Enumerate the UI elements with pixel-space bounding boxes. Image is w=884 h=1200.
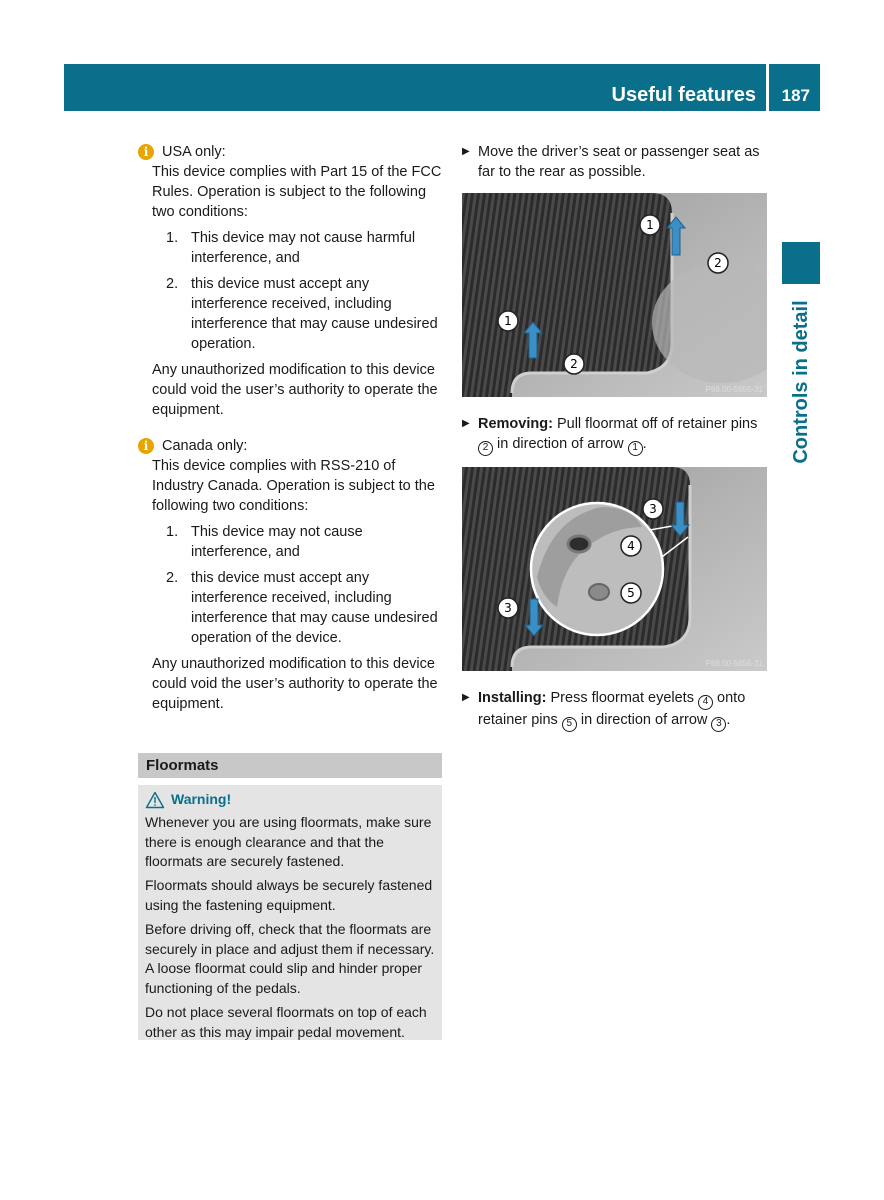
svg-text:2: 2	[570, 357, 578, 371]
callout-1	[498, 311, 518, 331]
svg-text:4: 4	[627, 539, 635, 553]
floormats-section-heading: Floormats	[138, 753, 442, 778]
list-item: 1. This device may not cause interference, and	[166, 524, 363, 560]
list-item: 2. this device must accept any interference received, including interference that may cause undesired operation of the device.	[166, 570, 438, 646]
callout-4	[621, 536, 641, 556]
canada-intro: This device complies with RSS-210 of Industry Canada. Operation is subject to the following two conditions:	[152, 458, 435, 514]
callout-ref-2: 2	[478, 441, 493, 456]
canada-heading-text: Canada only:	[162, 438, 248, 454]
page-number: 187	[781, 86, 810, 105]
list-item: 2. this device must accept any interference received, including interference that may cause undesired operation.	[166, 276, 438, 352]
step-move-seat: ▶ Move the driver’s seat or passenger seat as far to the rear as possible.	[462, 144, 760, 180]
step-arrow-icon: ▶	[462, 146, 470, 157]
side-section-text: Controls in detail	[790, 300, 812, 464]
svg-text:1: 1	[504, 314, 512, 328]
warning-paragraph: Floormats should always be securely fastened using the fastening equipment.	[145, 877, 433, 913]
right-column	[462, 142, 768, 182]
usa-heading-text: USA only:	[162, 144, 226, 160]
page-number-box	[769, 64, 820, 111]
svg-text:3: 3	[649, 502, 657, 516]
floormat-removal-illustration	[462, 193, 767, 397]
warning-paragraph: Do not place several floormats on top of each other as this may impair pedal movement.	[145, 1003, 427, 1040]
callout-5	[621, 583, 641, 603]
info-icon: i	[138, 438, 154, 454]
info-icon: i	[138, 144, 154, 160]
canada-note-heading	[138, 436, 444, 456]
svg-text:2: 2	[714, 256, 722, 270]
callout-3	[643, 499, 663, 519]
callout-1	[640, 215, 660, 235]
side-section-label	[782, 292, 820, 472]
photo-code: P68.00-5656-31	[705, 659, 763, 668]
svg-text:3: 3	[504, 601, 512, 615]
warning-paragraph: Whenever you are using floormats, make sure there is enough clearance and that the floormats are securely fastened.	[145, 813, 432, 870]
warning-title: Warning!	[145, 790, 435, 810]
floormat-removal-photo	[462, 193, 767, 397]
svg-text:1: 1	[646, 218, 654, 232]
callout-3	[498, 598, 518, 618]
callout-ref-3: 3	[711, 717, 726, 732]
header-bar	[64, 64, 766, 111]
step-arrow-icon: ▶	[462, 418, 470, 429]
usa-footer: Any unauthorized modification to this device could void the user’s authority to operate the equipment.	[152, 362, 438, 418]
callout-ref-1: 1	[628, 441, 643, 456]
list-item: 1. This device may not cause harmful interference, and	[166, 230, 416, 266]
page-title: Useful features	[611, 84, 756, 106]
left-column	[138, 142, 444, 714]
side-tab-marker	[782, 242, 820, 284]
usa-conditions-list	[152, 228, 444, 354]
usa-intro: This device complies with Part 15 of the FCC Rules. Operation is subject to the following two conditions:	[152, 164, 442, 220]
step-removing: ▶ Removing: Pull floormat off of retainer pins 2 in direction of arrow 1 .	[462, 414, 768, 456]
step-installing: ▶ Installing: Press floormat eyelets 4 onto retainer pins 5 in direction of arrow 3 .	[462, 688, 768, 732]
callout-2	[708, 253, 728, 273]
callout-ref-4: 4	[698, 695, 713, 710]
canada-note	[138, 436, 444, 714]
floormat-install-photo	[462, 467, 767, 671]
warning-triangle-icon	[145, 791, 165, 809]
step-arrow-icon: ▶	[462, 692, 470, 703]
usa-note-heading	[138, 142, 444, 162]
svg-text:5: 5	[627, 586, 635, 600]
canada-footer: Any unauthorized modification to this device could void the user’s authority to operate the equipment.	[152, 656, 438, 712]
floormat-install-illustration	[462, 467, 767, 671]
canada-conditions-list	[152, 522, 444, 648]
usa-note	[138, 142, 444, 420]
callout-ref-5: 5	[562, 717, 577, 732]
callout-2	[564, 354, 584, 374]
warning-paragraph: Before driving off, check that the floormats are securely in place and adjust them if necessary. A loose floormat could slip and hinder proper functioning of the pedals.	[145, 920, 435, 997]
warning-box	[138, 785, 442, 1040]
photo-code: P68.00-5655-31	[705, 385, 763, 394]
